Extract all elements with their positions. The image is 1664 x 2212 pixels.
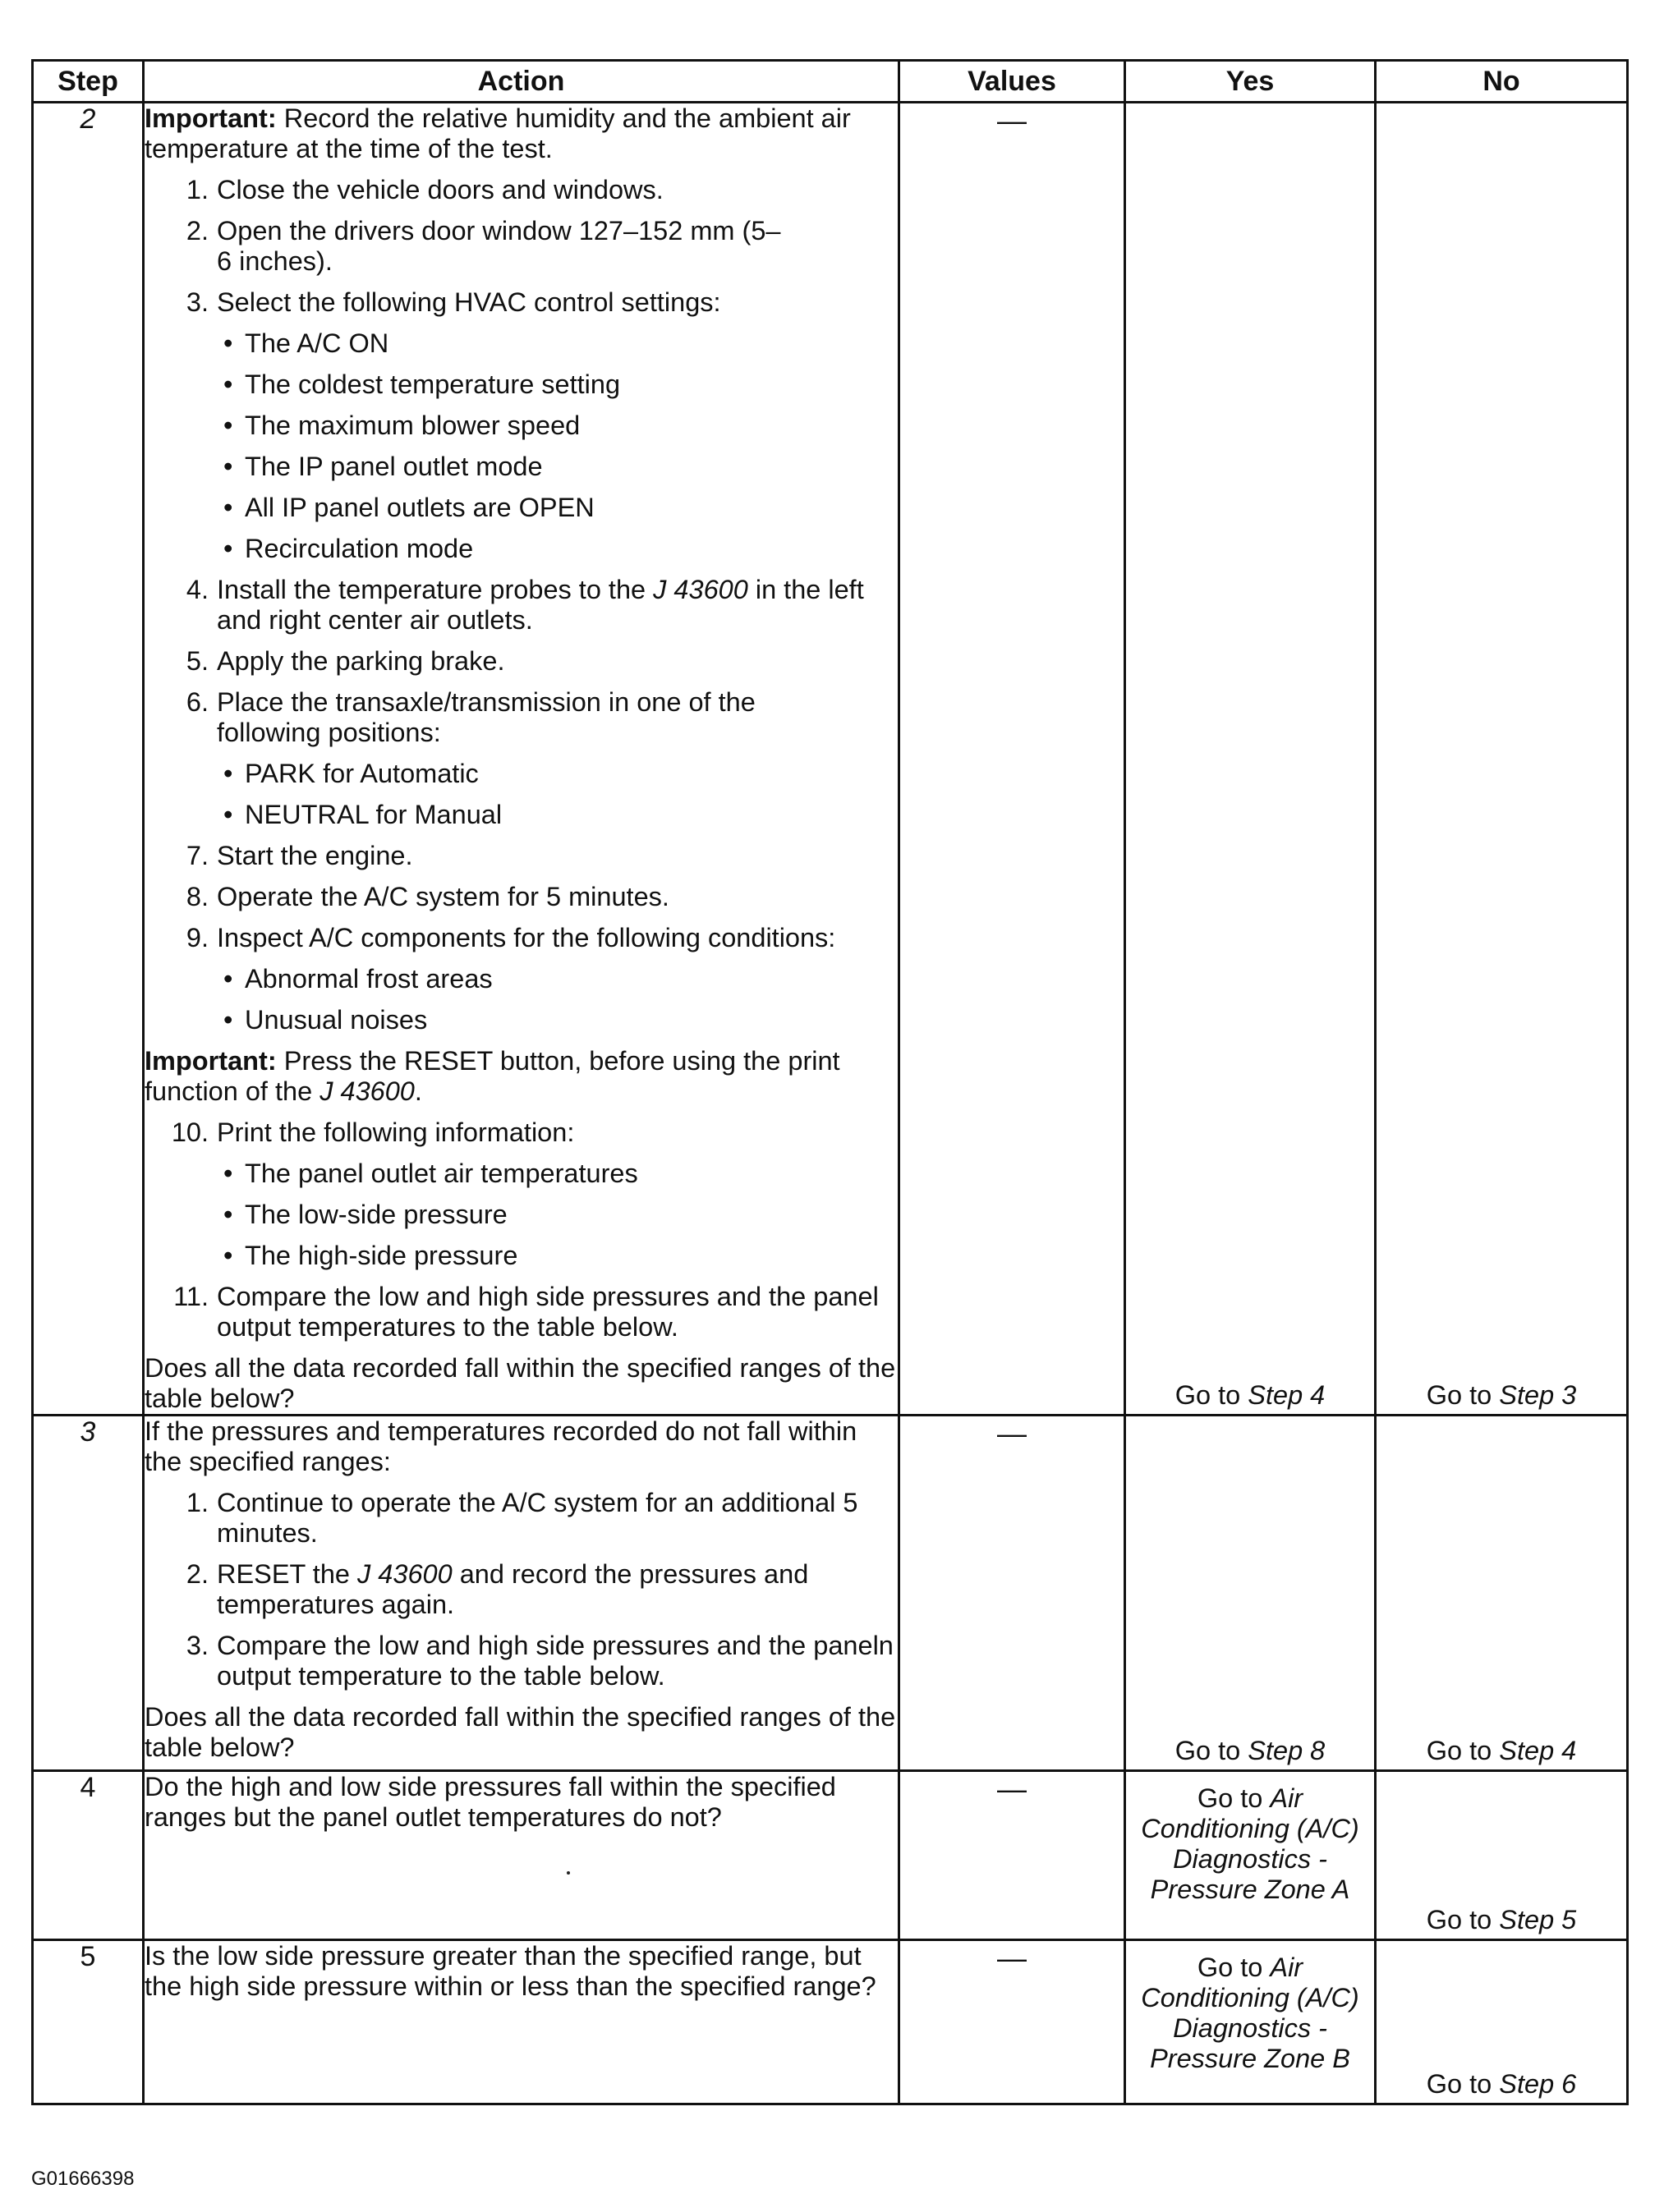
bullet-item: • The maximum blower speed xyxy=(223,411,581,440)
header-step: Step xyxy=(33,61,144,103)
list-item: 1. Close the vehicle doors and windows. xyxy=(186,175,664,204)
bullet-item: • All IP panel outlets are OPEN xyxy=(223,493,595,522)
table-row xyxy=(33,1416,1628,1771)
tool-ref: J 43600 xyxy=(319,1076,415,1106)
action-cell xyxy=(144,1940,899,2104)
list-item: 1. Continue to operate the A/C system for an additional 5 minutes. xyxy=(186,1488,858,1548)
no-cell xyxy=(1376,1940,1628,2104)
table-row xyxy=(33,1940,1628,2104)
tool-ref: J 43600 xyxy=(357,1559,453,1589)
action-cell xyxy=(144,1771,899,1940)
list-item: 10. Print the following information: xyxy=(171,1117,575,1147)
bullet-item: • Abnormal frost areas xyxy=(223,964,493,994)
goto-link[interactable]: Go to Step 5 xyxy=(1426,1905,1577,1934)
no-cell xyxy=(1376,103,1628,1416)
bullet-item: • The A/C ON xyxy=(223,328,389,358)
no-cell xyxy=(1376,1416,1628,1771)
yes-cell xyxy=(1125,103,1376,1416)
goto-link[interactable]: Go to Step 8 xyxy=(1174,1736,1326,1765)
stray-dot xyxy=(567,1871,570,1875)
table-row xyxy=(33,103,1628,1416)
goto-link[interactable]: Go to Step 4 xyxy=(1174,1380,1326,1410)
bullet-item: • The panel outlet air temperatures xyxy=(223,1159,638,1188)
list-item: 4. Install the temperature probes to the J 43600 in the left and right center air outlets. xyxy=(186,575,864,635)
bullet-item: • The IP panel outlet mode xyxy=(223,452,543,481)
no-cell xyxy=(1376,1771,1628,1940)
values-cell: — xyxy=(899,103,1125,1416)
question: Do the high and low side pressures fall within the specified ranges but the panel outlet temperatures do not? xyxy=(145,1772,836,1832)
figure-id: G01666398 xyxy=(31,2168,135,2190)
header-values: Values xyxy=(899,61,1125,103)
goto-link[interactable]: Go to Air Conditioning (A/C) Diagnostics - Pressure Zone A xyxy=(1141,1783,1359,1904)
question: Is the low side pressure greater than the specified range, but the high side pressure within or less than the specified range? xyxy=(145,1941,876,2001)
yes-cell xyxy=(1125,1940,1376,2104)
header-row xyxy=(33,61,1628,103)
list-item: 8. Operate the A/C system for 5 minutes. xyxy=(186,882,669,911)
list-item: 5. Apply the parking brake. xyxy=(186,646,505,676)
bullet-item: • NEUTRAL for Manual xyxy=(223,800,503,829)
header-yes: Yes xyxy=(1125,61,1376,103)
list-item: 7. Start the engine. xyxy=(186,841,413,870)
bullet-item: • Recirculation mode xyxy=(223,534,474,563)
step-number: 3 xyxy=(33,1416,144,1771)
values-cell: — xyxy=(899,1940,1125,2104)
important-note: Important: Press the RESET button, before using the print function of the J 43600. xyxy=(145,1046,840,1106)
step-number: 5 xyxy=(33,1940,144,2104)
step-number: 4 xyxy=(33,1771,144,1940)
bullet-item: • The high-side pressure xyxy=(223,1241,518,1270)
action-cell xyxy=(144,103,899,1416)
yes-cell xyxy=(1125,1771,1376,1940)
list-item: 9. Inspect A/C components for the following conditions: xyxy=(186,923,836,952)
bullet-item: • PARK for Automatic xyxy=(223,759,479,788)
tool-ref: J 43600 xyxy=(653,575,748,604)
intro-text: If the pressures and temperatures recorded do not fall within the specified ranges: xyxy=(145,1416,857,1476)
goto-link[interactable]: Go to Step 3 xyxy=(1426,1380,1577,1410)
list-item: 6. Place the transaxle/transmission in one of the following positions: xyxy=(186,687,756,747)
goto-link[interactable]: Go to Air Conditioning (A/C) Diagnostics - Pressure Zone B xyxy=(1141,1953,1359,2073)
list-item: 3. Compare the low and high side pressures and the paneln output temperature to the table below. xyxy=(186,1631,894,1691)
diagnostic-table xyxy=(31,59,1629,2105)
goto-link[interactable]: Go to Step 4 xyxy=(1426,1736,1577,1765)
values-cell: — xyxy=(899,1771,1125,1940)
list-item: 11. Compare the low and high side pressures and the panel output temperatures to the table below. xyxy=(173,1282,879,1342)
bullet-item: • Unusual noises xyxy=(223,1005,428,1035)
list-item: 2. Open the drivers door window 127–152 mm (5–6 inches). xyxy=(186,216,781,276)
list-item: 2. RESET the J 43600 and record the pressures and temperatures again. xyxy=(186,1559,809,1619)
question: Does all the data recorded fall within the specified ranges of the table below? xyxy=(145,1353,896,1413)
bullet-item: • The coldest temperature setting xyxy=(223,369,621,399)
header-action: Action xyxy=(144,61,899,103)
action-cell xyxy=(144,1416,899,1771)
goto-link[interactable]: Go to Step 6 xyxy=(1426,2069,1577,2099)
list-item: 3. Select the following HVAC control settings: xyxy=(186,287,721,317)
question: Does all the data recorded fall within the specified ranges of the table below? xyxy=(145,1702,896,1762)
values-cell: — xyxy=(899,1416,1125,1771)
bullet-item: • The low-side pressure xyxy=(223,1200,508,1229)
important-note: Important: Record the relative humidity and the ambient air temperature at the time of the test. xyxy=(145,103,851,163)
yes-cell xyxy=(1125,1416,1376,1771)
table-row xyxy=(33,1771,1628,1940)
step-number: 2 xyxy=(33,103,144,1416)
header-no: No xyxy=(1376,61,1628,103)
